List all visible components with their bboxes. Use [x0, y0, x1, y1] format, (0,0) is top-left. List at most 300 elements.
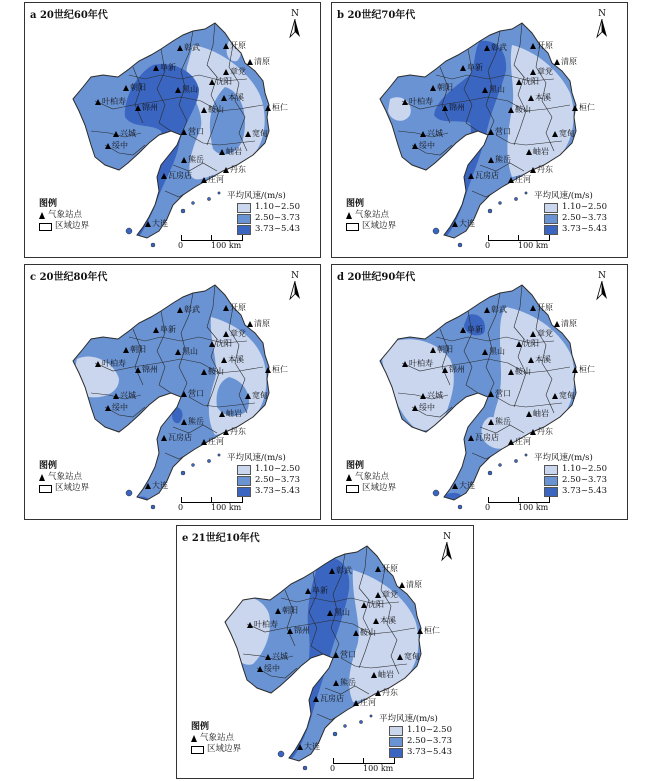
- station-label: 彰武: [491, 43, 507, 52]
- triangle-icon: [113, 393, 119, 399]
- legend-station-row: [39, 210, 89, 221]
- wind-swatch: [237, 487, 251, 497]
- map-legend: [39, 461, 89, 494]
- weather-station: [113, 391, 136, 400]
- weather-station: [460, 325, 483, 334]
- island: [303, 766, 307, 770]
- station-label: 叶柏寿: [409, 359, 433, 368]
- legend-title: 图例: [39, 461, 58, 471]
- wind-class-label: 2.50~3.73: [255, 475, 300, 485]
- north-label: N: [291, 271, 299, 281]
- weather-station: [460, 63, 483, 72]
- wind-legend-row: [544, 224, 607, 235]
- island: [514, 459, 517, 462]
- weather-station: [452, 481, 475, 490]
- island: [218, 192, 220, 194]
- station-label: 彰武: [336, 566, 352, 575]
- station-label: 阜新: [467, 325, 483, 334]
- north-label: N: [598, 9, 606, 19]
- wind-legend-row: [544, 486, 607, 497]
- weather-station: [482, 85, 505, 94]
- weather-station: [373, 616, 396, 625]
- station-label: 沈阳: [216, 339, 232, 348]
- weather-station: [530, 165, 553, 174]
- weather-station: [223, 303, 246, 312]
- legend-title: 图例: [346, 199, 365, 209]
- boundary-swatch: [346, 485, 359, 493]
- triangle-icon: [488, 157, 494, 163]
- scale-label: 100 km: [211, 241, 242, 250]
- scale-label: 100 km: [211, 503, 242, 512]
- triangle-icon: [333, 652, 339, 658]
- weather-station: [181, 417, 204, 426]
- island: [458, 243, 462, 247]
- weather-station: [442, 103, 465, 112]
- station-label: 庄河: [515, 175, 531, 184]
- triangle-icon: [161, 173, 167, 179]
- triangle-icon: [375, 566, 381, 572]
- weather-station: [297, 742, 320, 751]
- scale-label: 100 km: [518, 241, 549, 250]
- triangle-icon: [287, 628, 293, 634]
- wind-speed-legend: [534, 453, 607, 497]
- weather-station: [175, 347, 198, 356]
- weather-station: [397, 652, 420, 661]
- triangle-icon: [375, 690, 381, 696]
- triangle-icon: [528, 95, 534, 101]
- station-label: 章党: [382, 590, 398, 599]
- wind-class-label: 3.73~5.43: [255, 224, 300, 234]
- station-label: 沈阳: [216, 77, 232, 86]
- scale-zero: 0: [485, 241, 491, 250]
- station-label: 开原: [537, 303, 553, 312]
- boundary-swatch: [346, 223, 359, 231]
- triangle-icon: [346, 474, 352, 481]
- legend-title: 图例: [191, 722, 210, 732]
- weather-station: [153, 63, 176, 72]
- triangle-icon: [530, 167, 536, 173]
- wind-swatch: [237, 476, 251, 486]
- triangle-icon: [305, 588, 311, 594]
- weather-station: [488, 155, 511, 164]
- north-label: N: [443, 532, 451, 542]
- wind-swatch: [237, 203, 251, 213]
- station-label: 清原: [254, 57, 270, 66]
- wind-swatch: [237, 465, 251, 475]
- wind-class-label: 2.50~3.73: [562, 213, 607, 223]
- triangle-icon: [153, 327, 159, 333]
- island: [370, 715, 372, 717]
- weather-station: [181, 127, 204, 136]
- panel-title: b 20世纪70年代: [337, 10, 416, 21]
- triangle-icon: [373, 618, 379, 624]
- station-label: 营口: [188, 127, 204, 136]
- scale-zero: 0: [485, 503, 491, 512]
- wind-class-label: 3.73~5.43: [562, 224, 607, 234]
- weather-station: [526, 147, 549, 156]
- wind-legend-row: [389, 747, 452, 758]
- triangle-icon: [313, 696, 319, 702]
- station-label: 本溪: [380, 616, 396, 625]
- weather-station: [135, 103, 158, 112]
- station-label: 岫岩: [226, 409, 242, 418]
- wind-swatch: [544, 214, 558, 224]
- triangle-icon: [346, 212, 352, 219]
- triangle-icon: [209, 341, 215, 347]
- station-label: 锦州: [142, 365, 158, 374]
- weather-station: [526, 409, 549, 418]
- island: [218, 454, 220, 456]
- triangle-icon: [201, 369, 207, 375]
- station-label: 章党: [230, 67, 246, 76]
- weather-station: [201, 437, 224, 446]
- station-label: 黑山: [489, 85, 505, 94]
- triangle-icon: [265, 367, 271, 373]
- triangle-icon: [482, 87, 488, 93]
- wind-swatch: [544, 476, 558, 486]
- station-label: 宽甸: [252, 129, 268, 138]
- triangle-icon: [375, 592, 381, 598]
- weather-station: [245, 391, 268, 400]
- triangle-icon: [488, 391, 494, 397]
- triangle-icon: [247, 622, 253, 628]
- weather-station: [402, 97, 433, 106]
- island: [151, 505, 155, 509]
- wind-swatch: [237, 214, 251, 224]
- triangle-icon: [201, 439, 207, 445]
- map-legend: [191, 722, 241, 755]
- triangle-icon: [508, 107, 514, 113]
- station-label: 清原: [561, 57, 577, 66]
- compass-icon: [595, 281, 609, 301]
- weather-station: [327, 608, 350, 617]
- station-label: 瓦房店: [475, 433, 499, 442]
- station-label: 叶柏寿: [254, 620, 278, 629]
- triangle-icon: [572, 367, 578, 373]
- weather-station: [201, 367, 224, 376]
- compass-icon: [288, 19, 302, 39]
- triangle-icon: [265, 654, 271, 660]
- triangle-icon: [113, 131, 119, 137]
- map-panel-a: [24, 2, 321, 258]
- triangle-icon: [442, 105, 448, 111]
- weather-station: [105, 403, 128, 412]
- triangle-icon: [247, 321, 253, 327]
- station-label: 兴城: [427, 129, 443, 138]
- wind-legend-title: 平均风速/(m/s): [379, 714, 438, 724]
- legend-station-label: 气象站点: [48, 210, 83, 220]
- weather-station: [375, 564, 398, 573]
- station-label: 黑山: [182, 347, 198, 356]
- legend-boundary-row: [39, 483, 89, 494]
- weather-station: [508, 367, 531, 376]
- island: [126, 228, 132, 234]
- island: [333, 732, 337, 736]
- station-label: 朝阳: [130, 83, 146, 92]
- triangle-icon: [484, 307, 490, 313]
- station-label: 桓仁: [424, 626, 440, 635]
- wind-swatch: [544, 465, 558, 475]
- triangle-icon: [482, 349, 488, 355]
- weather-station: [201, 105, 224, 114]
- triangle-icon: [105, 405, 111, 411]
- weather-station: [371, 670, 394, 679]
- compass-icon: [595, 19, 609, 39]
- weather-station: [554, 319, 577, 328]
- triangle-icon: [223, 43, 229, 49]
- legend-boundary-row: [191, 744, 241, 755]
- station-label: 兴城: [272, 652, 288, 661]
- station-label: 清原: [254, 319, 270, 328]
- wind-legend-row: [237, 464, 300, 475]
- weather-station: [123, 83, 146, 92]
- weather-station: [95, 97, 126, 106]
- island: [488, 471, 492, 475]
- triangle-icon: [145, 221, 151, 227]
- compass-icon: [440, 542, 454, 562]
- triangle-icon: [572, 105, 578, 111]
- island: [499, 202, 502, 205]
- station-label: 瓦房店: [168, 171, 192, 180]
- island: [207, 459, 210, 462]
- weather-station: [135, 365, 158, 374]
- triangle-icon: [223, 167, 229, 173]
- legend-boundary-label: 区域边界: [55, 483, 90, 493]
- weather-station: [516, 339, 539, 348]
- station-label: 绥中: [112, 403, 128, 412]
- triangle-icon: [528, 357, 534, 363]
- triangle-icon: [275, 608, 281, 614]
- station-label: 营口: [495, 127, 511, 136]
- island: [181, 209, 185, 213]
- weather-station: [223, 329, 246, 338]
- station-label: 瓦房店: [475, 171, 499, 180]
- weather-station: [375, 590, 398, 599]
- wind-legend-row: [544, 464, 607, 475]
- triangle-icon: [452, 221, 458, 227]
- station-label: 朝阳: [282, 606, 298, 615]
- wind-legend-title: 平均风速/(m/s): [534, 191, 593, 201]
- wind-swatch: [544, 487, 558, 497]
- triangle-icon: [105, 143, 111, 149]
- triangle-icon: [361, 602, 367, 608]
- triangle-icon: [530, 429, 536, 435]
- station-label: 叶柏寿: [409, 97, 433, 106]
- legend-title: 图例: [346, 461, 365, 471]
- station-label: 彰武: [491, 305, 507, 314]
- station-label: 宽甸: [559, 129, 575, 138]
- triangle-icon: [245, 393, 251, 399]
- station-label: 阜新: [312, 586, 328, 595]
- station-label: 沈阳: [368, 600, 384, 609]
- station-label: 岫岩: [533, 409, 549, 418]
- weather-station: [223, 67, 246, 76]
- wind-class-label: 1.10~2.50: [255, 202, 300, 212]
- station-label: 开原: [230, 303, 246, 312]
- triangle-icon: [468, 435, 474, 441]
- station-label: 叶柏寿: [102, 97, 126, 106]
- triangle-icon: [181, 129, 187, 135]
- station-label: 营口: [495, 389, 511, 398]
- scale-zero: 0: [178, 241, 184, 250]
- weather-station: [201, 175, 224, 184]
- wind-swatch: [389, 737, 403, 747]
- station-label: 庄河: [515, 437, 531, 446]
- triangle-icon: [181, 157, 187, 163]
- weather-station: [209, 339, 232, 348]
- wind-legend-row: [544, 213, 607, 224]
- weather-station: [221, 355, 244, 364]
- station-label: 黑山: [182, 85, 198, 94]
- scale-label: 100 km: [518, 503, 549, 512]
- station-label: 大连: [459, 219, 475, 228]
- station-label: 桓仁: [579, 103, 595, 112]
- triangle-icon: [460, 65, 466, 71]
- island: [458, 505, 462, 509]
- legend-boundary-row: [39, 221, 89, 232]
- weather-station: [145, 481, 168, 490]
- wind-legend-row: [237, 475, 300, 486]
- boundary-swatch: [191, 746, 204, 754]
- north-arrow: [592, 271, 612, 304]
- map-panel-d: [331, 264, 628, 520]
- station-label: 黑山: [334, 608, 350, 617]
- triangle-icon: [488, 419, 494, 425]
- triangle-icon: [175, 87, 181, 93]
- station-label: 兴城: [120, 391, 136, 400]
- weather-station: [572, 103, 595, 112]
- wind-speed-legend: [227, 453, 300, 497]
- station-label: 桓仁: [579, 365, 595, 374]
- weather-station: [247, 620, 278, 629]
- weather-station: [482, 347, 505, 356]
- station-label: 兴城: [427, 391, 443, 400]
- map-legend: [346, 199, 396, 232]
- station-label: 锦州: [449, 365, 465, 374]
- station-label: 阜新: [467, 63, 483, 72]
- wind-class-label: 2.50~3.73: [407, 736, 452, 746]
- station-label: 熊岳: [495, 417, 511, 426]
- triangle-icon: [402, 99, 408, 105]
- station-label: 本溪: [228, 355, 244, 364]
- station-label: 叶柏寿: [102, 359, 126, 368]
- triangle-icon: [219, 149, 225, 155]
- map-legend: [346, 461, 396, 494]
- wind-legend-title: 平均风速/(m/s): [227, 191, 286, 201]
- triangle-icon: [530, 43, 536, 49]
- weather-station: [528, 355, 551, 364]
- legend-boundary-label: 区域边界: [362, 483, 397, 493]
- wind-swatch: [544, 203, 558, 213]
- weather-station: [145, 219, 168, 228]
- wind-class-label: 2.50~3.73: [562, 475, 607, 485]
- wind-speed-legend: [227, 191, 300, 235]
- wind-legend-row: [237, 213, 300, 224]
- station-label: 丹东: [230, 427, 246, 436]
- station-label: 宽甸: [559, 391, 575, 400]
- station-label: 阜新: [160, 63, 176, 72]
- station-label: 锦州: [294, 626, 310, 635]
- weather-station: [530, 427, 553, 436]
- weather-station: [219, 409, 242, 418]
- wind-speed-legend: [379, 714, 452, 758]
- triangle-icon: [221, 95, 227, 101]
- legend-station-row: [191, 733, 241, 744]
- triangle-icon: [223, 331, 229, 337]
- triangle-icon: [39, 474, 45, 481]
- triangle-icon: [123, 85, 129, 91]
- north-label: N: [291, 9, 299, 19]
- island: [126, 490, 132, 496]
- triangle-icon: [484, 45, 490, 51]
- legend-boundary-label: 区域边界: [362, 221, 397, 231]
- legend-station-row: [39, 472, 89, 483]
- station-label: 庄河: [208, 437, 224, 446]
- triangle-icon: [412, 143, 418, 149]
- triangle-icon: [153, 65, 159, 71]
- wind-class-label: 3.73~5.43: [255, 486, 300, 496]
- legend-boundary-label: 区域边界: [55, 221, 90, 231]
- weather-station: [181, 155, 204, 164]
- weather-station: [375, 688, 398, 697]
- weather-station: [442, 365, 465, 374]
- weather-station: [305, 586, 328, 595]
- island: [151, 243, 155, 247]
- triangle-icon: [530, 305, 536, 311]
- station-label: 鞍山: [360, 628, 376, 637]
- weather-station: [181, 389, 204, 398]
- triangle-icon: [223, 305, 229, 311]
- station-label: 丹东: [230, 165, 246, 174]
- triangle-icon: [223, 69, 229, 75]
- triangle-icon: [552, 393, 558, 399]
- station-label: 绥中: [264, 664, 280, 673]
- station-label: 绥中: [419, 403, 435, 412]
- triangle-icon: [442, 367, 448, 373]
- weather-station: [113, 129, 136, 138]
- weather-station: [508, 105, 531, 114]
- wind-legend-title: 平均风速/(m/s): [534, 453, 593, 463]
- weather-station: [329, 566, 352, 575]
- triangle-icon: [430, 347, 436, 353]
- triangle-icon: [460, 327, 466, 333]
- triangle-icon: [508, 439, 514, 445]
- station-label: 本溪: [535, 93, 551, 102]
- triangle-icon: [420, 131, 426, 137]
- weather-station: [161, 433, 192, 442]
- triangle-icon: [552, 131, 558, 137]
- weather-station: [177, 43, 200, 52]
- weather-station: [530, 329, 553, 338]
- station-label: 桓仁: [272, 103, 288, 112]
- station-label: 彰武: [184, 305, 200, 314]
- station-label: 鞍山: [208, 105, 224, 114]
- weather-station: [484, 305, 507, 314]
- triangle-icon: [417, 628, 423, 634]
- legend-boundary-label: 区域边界: [207, 744, 242, 754]
- station-label: 朝阳: [437, 345, 453, 354]
- wind-legend-row: [544, 202, 607, 213]
- weather-station: [333, 650, 356, 659]
- island: [514, 197, 517, 200]
- triangle-icon: [191, 735, 197, 742]
- station-label: 大连: [304, 742, 320, 751]
- weather-station: [412, 141, 435, 150]
- triangle-icon: [327, 610, 333, 616]
- island: [359, 720, 362, 723]
- weather-station: [488, 389, 511, 398]
- weather-station: [468, 433, 499, 442]
